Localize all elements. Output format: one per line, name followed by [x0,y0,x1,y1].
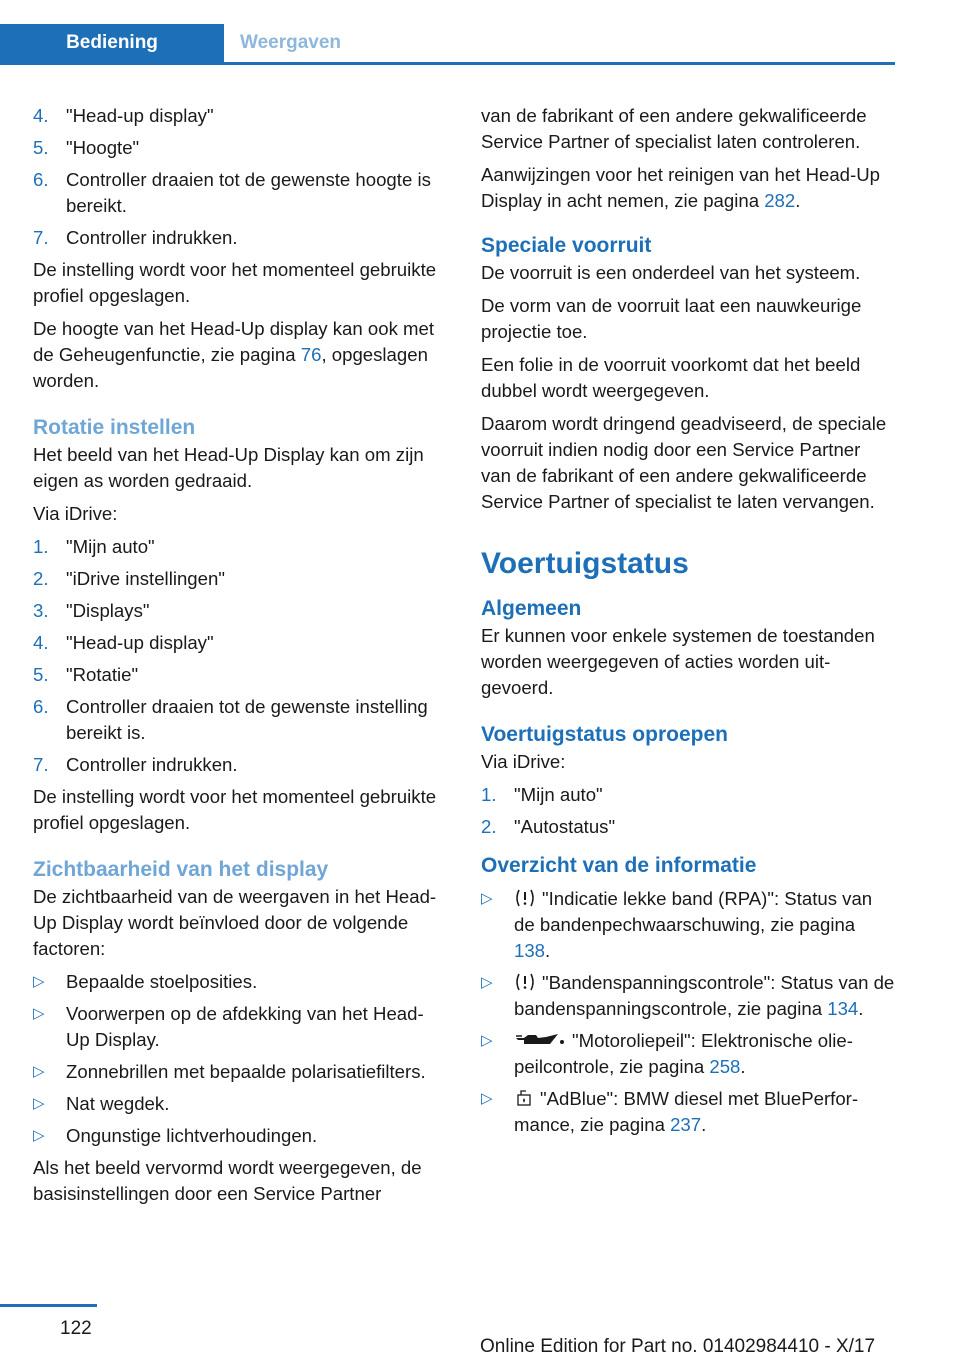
triangle-bullet-icon: ▷ [33,1095,45,1112]
bullet-list [33,969,447,1149]
list-item: 7. Controller indrukken. [33,227,238,248]
edition-footer: Online Edition for Part no. 01402984410 - X/17 [480,1336,876,1357]
paragraph: De hoogte van het Head-Up display kan ook met de Geheugenfunctie, zie pagina 76, opgeslagen worden. [33,318,435,391]
paragraph: De vorm van de voorruit laat een nauwkeurige projectie toe. [481,295,862,342]
heading-overzicht: Overzicht van de informatie [481,854,757,877]
paragraph: Aanwijzingen voor het reinigen van het Head-Up Display in acht nemen, zie pagina 282. [481,164,880,211]
oil-can-icon [514,1030,566,1050]
page-link[interactable]: 138 [514,940,546,961]
paragraph: Een folie in de voorruit voorkomt dat het beeld dubbel wordt weergegeven. [481,354,861,401]
chapter-tabbar [0,24,895,65]
heading-rotatie: Rotatie instellen [33,416,196,439]
paragraph: Er kunnen voor enkele systemen de toestanden worden weergegeven of acties worden uitgevoerd. [481,625,875,698]
tab-weergaven[interactable]: Weergaven [240,32,342,53]
list-item: 7. Controller indrukken. [33,754,238,775]
paragraph: van de fabrikant of een andere gekwalificeerde Service Partner of specialist laten controleren. [481,105,867,152]
numbered-list [33,103,447,251]
heading-voertuigstatus-oproepen: Voertuigstatus oproepen [481,723,728,746]
list-item: 2. "Autostatus" [481,816,616,837]
paragraph: De zichtbaarheid van de weergaven in het Head-Up Display wordt beïnvloed door de volgende factoren: [33,886,437,959]
list-item: 1. "Mijn auto" [33,536,155,557]
right-column [481,103,895,1144]
page-link[interactable]: 282 [764,190,796,211]
list-item: ▷ "AdBlue": BMW diesel met BluePerformance, zie pagina 237. [481,1088,859,1135]
list-item: 3. "Displays" [33,600,150,621]
triangle-bullet-icon: ▷ [33,1127,45,1144]
list-item: 5. "Hoogte" [33,137,140,158]
paragraph: Via iDrive: [33,503,118,524]
page-link[interactable]: 134 [827,998,859,1019]
heading-voertuigstatus: Voertuigstatus [481,547,689,580]
triangle-bullet-icon: ▷ [481,1090,493,1107]
page-link[interactable]: 258 [709,1056,741,1077]
paragraph: De instelling wordt voor het momenteel gebruikte profiel opgeslagen. [33,259,437,306]
left-column [33,103,447,1214]
list-item: 4. "Head-up display" [33,105,214,126]
list-item: ▷ Nat wegdek. [33,1091,447,1117]
paragraph: Als het beeld vervormd wordt weergegeven, de basisinstellingen door een Service Partner [33,1157,422,1204]
list-item: 5. "Rotatie" [33,664,139,685]
paragraph: Daarom wordt dringend geadviseerd, de speciale voorruit indien nodig door een Service Partner van de fabrikant of een andere gekwalificeerde Service Partner of specialist te laten vervangen. [481,413,887,512]
list-item: ▷ Voorwerpen op de afdekking van het Head-Up Display. [33,1003,424,1050]
list-item: ▷ Ongunstige lichtverhoudingen. [33,1123,447,1149]
list-item: ▷ "Indicatie lekke band (RPA)": Status van de bandenpechwaarschuwing, zie pagina 138. [481,888,873,961]
page-link[interactable]: 237 [670,1114,702,1135]
numbered-list [481,782,895,840]
numbered-list [33,534,447,778]
paragraph: Via iDrive: [481,751,566,772]
heading-algemeen: Algemeen [481,597,582,620]
triangle-bullet-icon: ▷ [33,973,45,990]
triangle-bullet-icon: ▷ [481,890,493,907]
list-item: 4. "Head-up display" [33,632,214,653]
list-item: ▷ Zonnebrillen met bepaalde polarisatiefilters. [33,1059,447,1085]
triangle-bullet-icon: ▷ [33,1063,45,1080]
paragraph: Het beeld van het Head-Up Display kan om zijn eigen as worden gedraaid. [33,444,424,491]
list-item: 6. Controller draaien tot de gewenste hoogte is bereikt. [33,169,431,216]
tire-warning-icon [514,888,536,908]
heading-speciale-voorruit: Speciale voorruit [481,234,652,257]
paragraph: De voorruit is een onderdeel van het systeem. [481,262,861,283]
heading-zichtbaarheid: Zichtbaarheid van het display [33,858,329,881]
bullet-list [481,886,895,1138]
tire-pressure-icon [514,972,536,992]
list-item: ▷ "Motoroliepeil": Elektronische oliepeilcontrole, zie pagina 258. [481,1030,853,1077]
adblue-icon [514,1088,534,1108]
triangle-bullet-icon: ▷ [33,1005,45,1022]
list-item: 2. "iDrive instellingen" [33,568,225,589]
list-item: ▷ "Bandenspanningscontrole": Status van de bandenspanningscontrole, zie pagina 134. [481,972,895,1019]
list-item: 6. Controller draaien tot de gewenste instelling bereikt is. [33,696,428,743]
triangle-bullet-icon: ▷ [481,974,493,991]
triangle-bullet-icon: ▷ [481,1032,493,1049]
paragraph: De instelling wordt voor het momenteel gebruikte profiel opgeslagen. [33,786,437,833]
page-number: 122 [60,1318,92,1339]
footer-rule [0,1304,97,1307]
page-link[interactable]: 76 [300,344,322,365]
list-item: 1. "Mijn auto" [481,784,603,805]
tab-bediening[interactable]: Bediening [0,24,224,62]
list-item: ▷ Bepaalde stoelposities. [33,969,447,995]
